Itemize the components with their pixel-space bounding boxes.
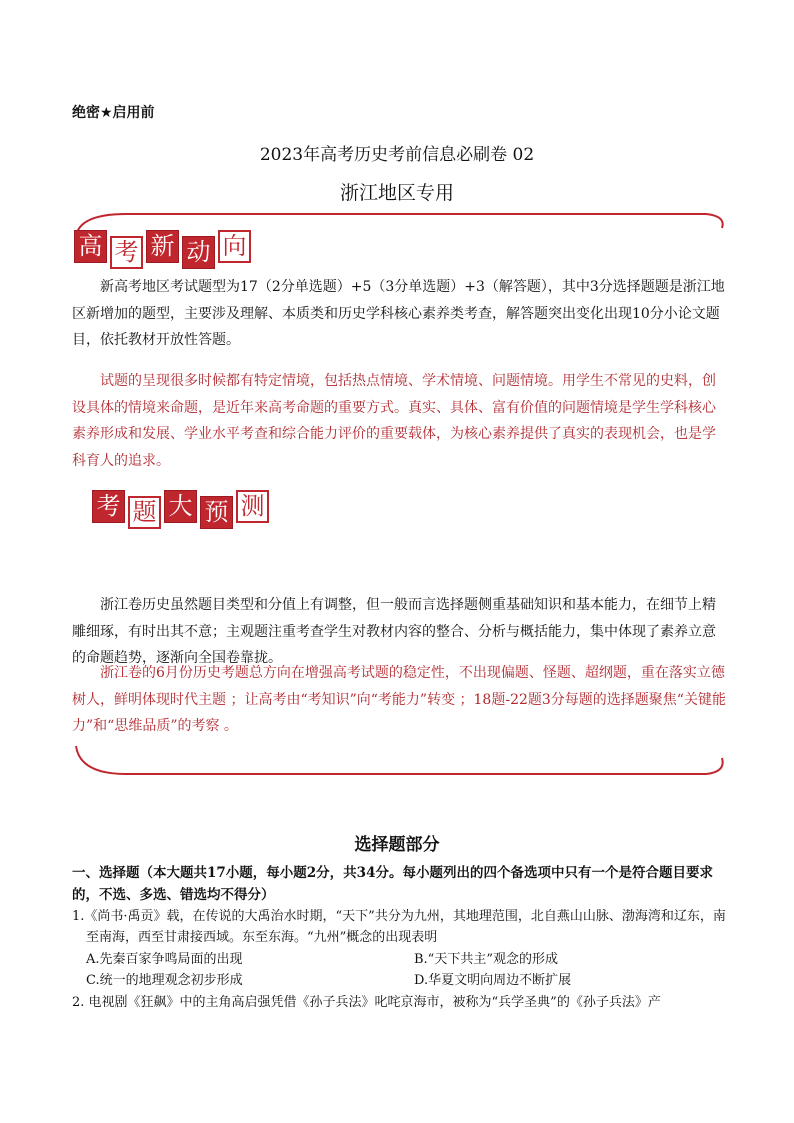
banner-char: 新 [146, 230, 179, 263]
banner-char: 题 [128, 496, 161, 529]
banner-char: 预 [200, 496, 233, 529]
trend-paragraph-1: 新高考地区考试题型为17（2分单选题）+5（3分单选题）+3（解答题），其中3分选择题题是浙江地区新增加的题型，主要涉及理解、本质类和历史学科核心素养类考查，解答题突出变化出现10分小论文题目，依托教材开放性答题。 [72, 279, 725, 348]
choice-section-title: 选择题部分 [354, 835, 440, 855]
exam-subtitle: 浙江地区专用 [339, 182, 454, 204]
prediction-paragraph-1: 浙江卷历史虽然题目类型和分值上有调整，但一般而言选择题侧重基础知识和基本能力，在细节上精雕细琢，有时出其不意；主观题注重考查学生对教材内容的整合、分析与概括能力，集中体现了素养立意的命题趋势，逐渐向全国卷靠拢。 [72, 597, 716, 666]
banner-prediction [92, 490, 272, 526]
banner-char: 高 [74, 230, 107, 263]
banner-char: 考 [92, 490, 125, 523]
banner-new-trends [74, 230, 254, 266]
exam-title: 2023年高考历史考前信息必刷卷 02 [259, 145, 535, 165]
question-1-option-b: B.“天下共主”观念的形成 [414, 952, 558, 967]
question-2-stem: 2. 电视剧《狂飙》中的主角高启强凭借《孙子兵法》叱咤京海市，被称为“兵学圣典”的《孙子兵法》产 [72, 995, 661, 1010]
prediction-paragraph-2: 浙江卷的6月份历史考题总方向在增强高考试题的稳定性，不出现偏题、怪题、超纲题，重在落实立德树人，鲜明体现时代主题 ；让高考由“考知识”向“考能力”转变 ；18题-22题3分每题的选择题聚焦“关键能力”和“思维品质”的考察 。 [72, 665, 726, 734]
question-1-option-c: C.统一的地理观念初步形成 [86, 973, 243, 988]
banner-char: 动 [182, 236, 215, 269]
question-1-stem: 1.《尚书·禹贡》载，在传说的大禹治水时期，“天下”共分为九州，其地理范围，北自燕山山脉、渤海湾和辽东，南至南海，西至甘肃接西域。东至东海。“九州”概念的出现表明 [72, 909, 726, 945]
confidential-label: 绝密★启用前 [72, 105, 155, 121]
banner-char: 测 [236, 490, 269, 523]
question-1-option-d: D.华夏文明向周边不断扩展 [414, 973, 572, 988]
choice-instructions: 一、选择题（本大题共17小题，每小题2分，共34分。每小题列出的四个备选项中只有一个是符合题目要求的，不选、多选、错选均不得分） [72, 865, 713, 903]
banner-char: 大 [164, 490, 197, 523]
banner-char: 向 [218, 230, 251, 263]
banner-char: 考 [110, 236, 143, 269]
question-1-option-a: A.先秦百家争鸣局面的出现 [86, 952, 243, 967]
trend-paragraph-2: 试题的呈现很多时候都有特定情境，包括热点情境、学术情境、问题情境。用学生不常见的史料，创设具体的情境来命题，是近年来高考命题的重要方式。真实、具体、富有价值的问题情境是学生学科核心素养形成和发展、学业水平考查和综合能力评价的重要载体，为核心素养提供了真实的表现机会，也是学科育人的追求。 [72, 373, 716, 469]
